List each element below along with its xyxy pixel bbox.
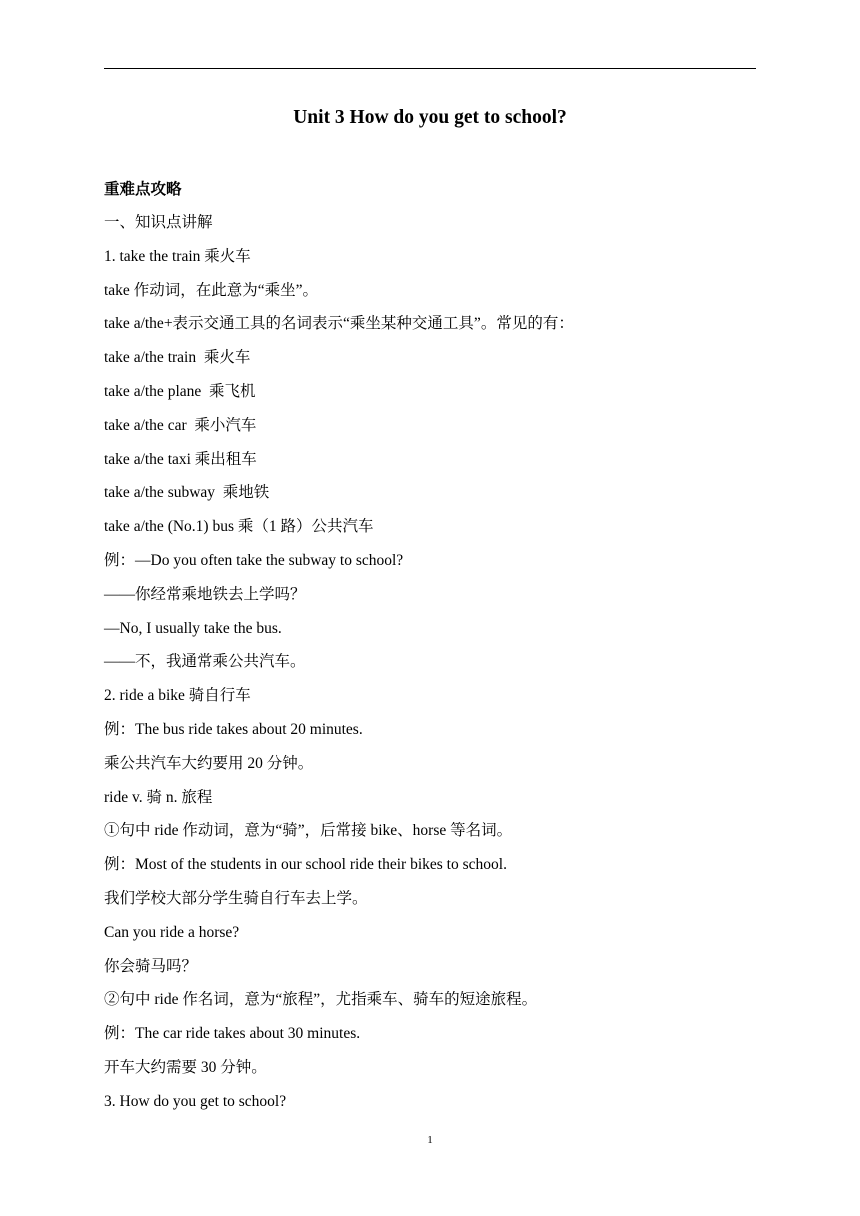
text-line: 例：—Do you often take the subway to school?	[104, 551, 404, 569]
text-line: ——不，我通常乘公共汽车。	[104, 653, 306, 671]
text-line: 2. ride a bike 骑自行车	[104, 687, 251, 705]
text-line: ②句中 ride 作名词，意为“旅程”，尤指乘车、骑车的短途旅程。	[104, 991, 538, 1009]
text-line: —No, I usually take the bus.	[104, 619, 282, 637]
text-line: 1. take the train 乘火车	[104, 247, 251, 265]
text-line: take a/the (No.1) bus 乘（1 路）公共汽车	[104, 518, 374, 536]
text-line: ①句中 ride 作动词，意为“骑”，后常接 bike、horse 等名词。	[104, 822, 513, 840]
text-line: Can you ride a horse?	[104, 923, 240, 941]
document-body	[104, 211, 764, 1124]
text-line: take a/the+表示交通工具的名词表示“乘坐某种交通工具”。常见的有：	[104, 315, 574, 333]
document-title: Unit 3 How do you get to school?	[293, 107, 567, 128]
text-line: 你会骑马吗？	[104, 957, 198, 975]
text-line: 例：The bus ride takes about 20 minutes.	[104, 720, 363, 738]
text-line: 开车大约需要 30 分钟。	[104, 1058, 267, 1076]
text-line: ride v. 骑 n. 旅程	[104, 788, 213, 806]
text-line: 我们学校大部分学生骑自行车去上学。	[104, 889, 368, 907]
text-line: ——你经常乘地铁去上学吗？	[104, 585, 306, 603]
section-heading: 重难点攻略	[104, 181, 182, 198]
text-line: 3. How do you get to school?	[104, 1092, 287, 1110]
text-line: take a/the subway 乘地铁	[104, 484, 270, 502]
text-line: take a/the train 乘火车	[104, 349, 251, 367]
text-line: take a/the taxi 乘出租车	[104, 450, 257, 468]
page-number: 1	[427, 1134, 433, 1146]
text-line: 一、知识点讲解	[104, 214, 213, 231]
header-rule	[104, 68, 756, 69]
text-line: take a/the car 乘小汽车	[104, 416, 257, 434]
text-line: take 作动词，在此意为“乘坐”。	[104, 281, 318, 299]
text-line: 乘公共汽车大约要用 20 分钟。	[104, 754, 314, 772]
text-line: 例：The car ride takes about 30 minutes.	[104, 1025, 361, 1043]
text-line: take a/the plane 乘飞机	[104, 382, 256, 400]
text-line: 例：Most of the students in our school ride their bikes to school.	[104, 856, 507, 874]
